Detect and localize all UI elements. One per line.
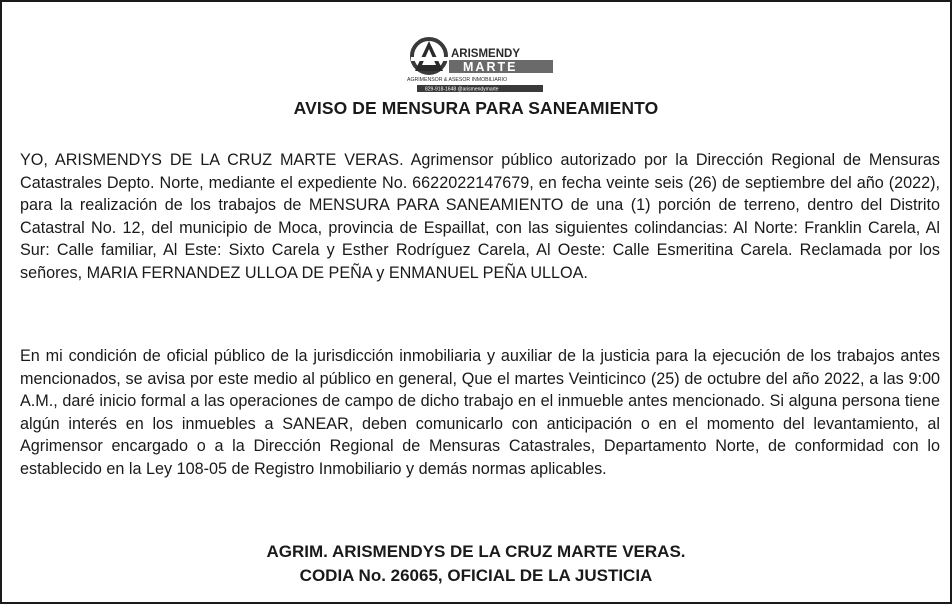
company-logo <box>405 35 555 95</box>
logo-contact: 829-918-1648 @arismendymarte <box>425 86 499 93</box>
notice-title: AVISO DE MENSURA PARA SANEAMIENTO <box>293 98 659 118</box>
logo-brand-line1: ARISMENDY <box>451 48 521 60</box>
notice-paragraph-1: YO, ARISMENDYS DE LA CRUZ MARTE VERAS. Agrimensor público autorizado por la Dirección Regional de Mensuras Catastrales Depto. Norte, mediante el expediente No. 6622022147679, en fecha veinte seis (26) de septiembre del año (2022), para la realización de los trabajos de MENSURA PARA SANEAMIENTO de una (1) porción de terreno, dentro del Distrito Catastral No. 12, del municipio de Moca, provincia de Espaillat, con las siguientes colindancias: Al Norte: Franklin Carela, Al Sur: Calle familiar, Al Este: Sixto Carela y Esther Rodríguez Carela, Al Oeste: Calle Esmeritina Carela. Reclamada por los señores, MARIA FERNANDEZ ULLOA DE PEÑA y ENMANUEL PEÑA ULLOA. <box>20 151 940 282</box>
signature-block <box>2 540 950 588</box>
signature-credential: CODIA No. 26065, OFICIAL DE LA JUSTICIA <box>299 566 653 585</box>
logo-brand-line2: MARTE <box>463 60 518 74</box>
company-logo-graphic <box>405 35 555 95</box>
logo-tagline: AGRIMENSOR & ASESOR INMOBILIARIO <box>407 77 508 83</box>
notice-paragraph-2: En mi condición de oficial público de la jurisdicción inmobiliaria y auxiliar de la justicia para la ejecución de los trabajos antes mencionados, se avisa por este medio al público en general, Que el martes Veinticinco (25) de octubre del año 2022, a las 9:00 A.M., daré inicio formal a las operaciones de campo de dicho trabajo en el inmueble antes mencionado. Si alguna persona tiene algún interés en los inmuebles a SANEAR, deben comunicarlo con anticipación o en el momento del levantamiento, al Agrimensor encargado o a la Dirección Regional de Mensuras Catastrales, Departamento Norte, de conformidad con lo establecido en la Ley 108-05 de Registro Inmobiliario y demás normas aplicables. <box>20 347 940 478</box>
signature-name: AGRIM. ARISMENDYS DE LA CRUZ MARTE VERAS. <box>266 542 686 561</box>
